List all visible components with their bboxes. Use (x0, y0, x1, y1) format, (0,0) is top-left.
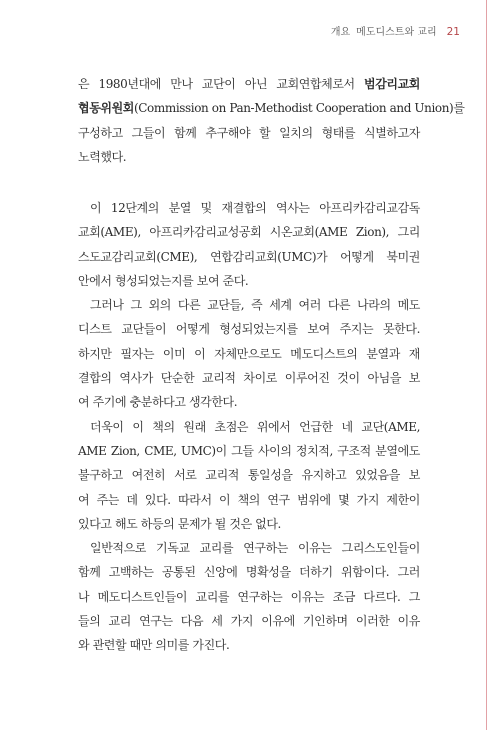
text-line (78, 488, 420, 512)
text-line (78, 342, 420, 366)
text-block-main (78, 196, 420, 658)
text-run: 안에서 형성되었는지를 보여 준다. (78, 273, 249, 288)
text-run: 들의 교리 연구는 다음 세 가지 이유에 기인하며 이러한 이유 (78, 614, 420, 629)
text-run: 디스트 교단들이 어떻게 형성되었는지를 보여 주지는 못한다. (78, 322, 420, 337)
text-line (78, 317, 420, 341)
text-line (78, 633, 420, 657)
text-line (78, 439, 420, 463)
text-line (78, 220, 420, 244)
running-header (331, 23, 460, 38)
text-run: 스도교감리교회(CME), 연합감리교회(UMC)가 어떻게 북미권 (78, 249, 420, 264)
text-line (78, 293, 420, 317)
text-run: 더욱이 이 책의 원래 초점은 위에서 언급한 네 교단(AME, (90, 419, 420, 434)
text-line (78, 609, 420, 633)
paragraph (78, 196, 420, 293)
text-line (78, 390, 420, 414)
text-run: 노력했다. (78, 149, 127, 164)
text-run: 함께 고백하는 공통된 신앙에 명확성을 더하기 위함이다. 그러 (78, 565, 420, 580)
margin-rule (486, 0, 487, 730)
page-number: 21 (446, 26, 460, 38)
text-run: 은 1980년대에 만나 교단이 아닌 교회연합체로서 (78, 77, 365, 91)
text-line (78, 366, 420, 390)
text-line (78, 72, 420, 96)
text-line (78, 121, 420, 145)
header-chapter: 메도디스트와 교리 (356, 27, 437, 38)
text-run: 불구하고 여전히 서로 교리적 통일성을 유지하고 있었음을 보 (78, 468, 420, 483)
text-run: (Commission on Pan-Methodist Cooperation and Union)를 (133, 101, 465, 116)
text-line (78, 245, 420, 269)
text-run: AME Zion, CME, UMC)이 그들 사이의 정치적, 구조적 분열에도 (78, 443, 420, 458)
text-run: 결합의 역사가 단순한 교리적 차이로 이루어진 것이 아님을 보 (78, 371, 420, 386)
paragraph (78, 293, 420, 414)
text-line (78, 145, 420, 169)
text-run: 그러나 그 외의 다른 교단들, 즉 세계 여러 다른 나라의 메도 (90, 298, 420, 313)
text-block-continuation (78, 72, 465, 169)
paragraph (78, 72, 465, 169)
bold-term: 협동위원회 (78, 101, 134, 116)
text-line (78, 463, 420, 487)
text-run: 일반적으로 기독교 교리를 연구하는 이유는 그리스도인들이 (90, 541, 420, 556)
text-run: 나 메도디스트인들이 교리를 연구하는 이유는 조금 다르다. 그 (78, 589, 420, 604)
bold-term: 범감리교회 (364, 77, 420, 91)
text-line (78, 269, 420, 293)
text-line (78, 415, 420, 439)
text-run: 교회(AME), 아프리카감리교성공회 시온교회(AME Zion), 그리 (78, 225, 420, 240)
text-run: 여 주는 데 있다. 따라서 이 책의 연구 범위에 몇 가지 제한이 (78, 492, 420, 507)
text-run: 와 관련할 때만 의미를 가진다. (78, 638, 230, 653)
text-line (78, 585, 420, 609)
text-line (78, 196, 420, 220)
text-line (78, 512, 420, 536)
header-section: 개요 (330, 27, 351, 38)
text-run: 있다고 해도 하등의 문제가 될 것은 없다. (78, 516, 281, 531)
text-run: 하지만 필자는 이미 이 자체만으로도 메도디스트의 분열과 재 (78, 346, 420, 361)
text-line (78, 560, 420, 584)
paragraph (78, 536, 420, 657)
text-line (78, 96, 465, 120)
text-run: 여 주기에 충분하다고 생각한다. (78, 395, 238, 410)
text-run: 구성하고 그들이 함께 추구해야 할 일치의 형태를 식별하고자 (78, 125, 420, 140)
text-run: 이 12단계의 분열 및 재결합의 역사는 아프리카감리교감독 (90, 201, 420, 215)
paragraph (78, 415, 420, 536)
text-line (78, 536, 420, 560)
